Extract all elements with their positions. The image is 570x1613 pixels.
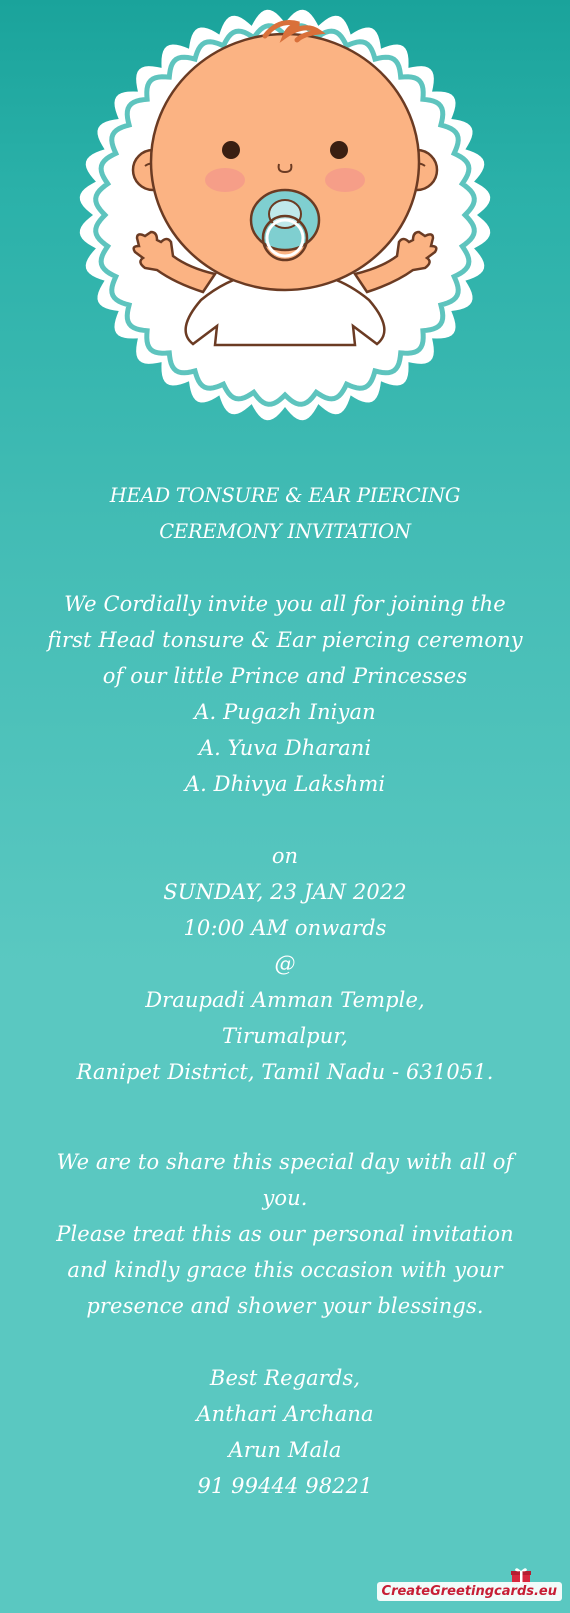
event-time: 10:00 AM onwards xyxy=(183,916,387,940)
host-name-2: Arun Mala xyxy=(228,1438,342,1462)
baby-right-cheek xyxy=(325,168,365,192)
regards-text: Best Regards, xyxy=(209,1366,361,1390)
baby-illustration xyxy=(65,0,505,440)
baby-head xyxy=(151,34,419,290)
venue-line-2: Tirumalpur, xyxy=(222,1024,348,1048)
please-line-2: and kindly grace this occasion with your xyxy=(67,1258,503,1282)
venue-line-1: Draupadi Amman Temple, xyxy=(145,988,425,1012)
spacer xyxy=(20,1324,550,1360)
invitation-title-line-1: HEAD TONSURE & EAR PIERCING xyxy=(109,484,461,507)
child-name-3: A. Dhivya Lakshmi xyxy=(184,772,386,796)
share-line-1: We are to share this special day with all of xyxy=(56,1150,514,1174)
contact-phone: 91 99444 98221 xyxy=(197,1474,373,1498)
intro-line-2: first Head tonsure & Ear piercing ceremony xyxy=(47,628,523,652)
on-text: on xyxy=(271,844,299,868)
baby-medallion xyxy=(65,0,505,440)
intro-line-1: We Cordially invite you all for joining the xyxy=(64,592,506,616)
baby-left-eye xyxy=(222,141,240,159)
baby-left-cheek xyxy=(205,168,245,192)
share-line-2: you. xyxy=(262,1186,308,1210)
child-name-1: A. Pugazh Iniyan xyxy=(194,700,376,724)
spacer xyxy=(20,1090,550,1144)
site-watermark[interactable] xyxy=(381,1567,562,1607)
invitation-title-line-2: CEREMONY INVITATION xyxy=(159,520,411,543)
child-name-2: A. Yuva Dharani xyxy=(198,736,372,760)
invitation-text xyxy=(20,478,550,1504)
event-date: SUNDAY, 23 JAN 2022 xyxy=(163,880,407,904)
watermark-text: CreateGreetingcards.eu xyxy=(377,1582,562,1601)
spacer xyxy=(20,550,550,586)
venue-line-3: Ranipet District, Tamil Nadu - 631051. xyxy=(76,1060,494,1084)
please-line-3: presence and shower your blessings. xyxy=(86,1294,484,1318)
spacer xyxy=(20,802,550,838)
please-line-1: Please treat this as our personal invitation xyxy=(56,1222,514,1246)
intro-line-3: of our little Prince and Princesses xyxy=(102,664,468,688)
host-name-1: Anthari Archana xyxy=(196,1402,374,1426)
baby-right-eye xyxy=(330,141,348,159)
at-symbol: @ xyxy=(274,952,296,976)
